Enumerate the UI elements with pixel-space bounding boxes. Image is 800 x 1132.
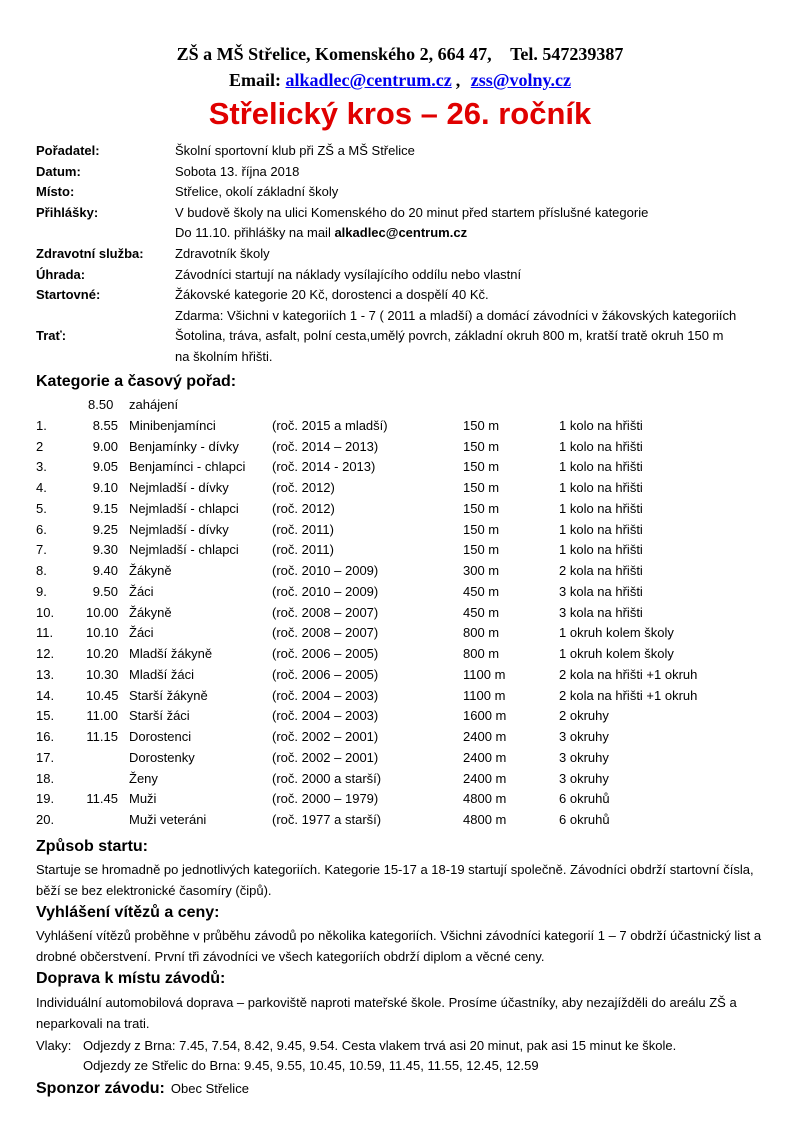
schedule-num: 9.: [36, 583, 47, 599]
schedule-distance: 300 m: [463, 563, 500, 578]
page-title: Střelický kros – 26. ročník: [208, 96, 592, 131]
schedule-note: 6 okruhů: [559, 791, 610, 807]
info-value: Šotolina, tráva, asfalt, polní cesta,umělý povrch, základní okruh 800 m, kratší tratě okruh 150 m: [175, 328, 724, 344]
schedule-row: [36, 522, 756, 543]
schedule-category: Muži veteráni: [129, 812, 207, 827]
schedule-time: 11.00: [86, 708, 118, 724]
schedule-year: (roč. 2011): [272, 542, 334, 558]
schedule-category: Nejmladší - dívky: [129, 521, 229, 537]
schedule-year: (roč. 2012): [272, 500, 335, 516]
schedule-category: Minibenjamínci: [129, 417, 216, 433]
info-label: Datum:: [36, 163, 81, 179]
schedule-time: 9.25: [92, 521, 118, 537]
schedule-distance: 150 m: [463, 521, 500, 537]
schedule-category: Benjamínci - chlapci: [129, 459, 246, 475]
schedule-category: Dorostenci: [129, 729, 192, 744]
email-link-alkadlec[interactable]: alkadlec@centrum.cz: [285, 70, 452, 90]
info-row-prihlasky-mail: [36, 225, 776, 246]
schedule-category: Ženy: [129, 770, 158, 786]
schedule-category: Nejmladší - chlapci: [129, 542, 239, 558]
schedule-row: [36, 480, 756, 501]
schedule-table: [36, 397, 756, 833]
info-value: [175, 225, 467, 240]
schedule-num: 16.: [36, 729, 55, 744]
start-method-text: Startuje se hromadně po jednotlivých kategoriích. Kategorie 15-17 a 18-19 startují společně. Závodníci obdrží startovní čísla, běží se bez elektronické časomíry (čipů).: [36, 862, 754, 898]
schedule-row: [36, 667, 756, 688]
schedule-time: 10.30: [86, 666, 119, 682]
schedule-num: 13.: [36, 666, 55, 682]
schedule-note: 1 kolo na hřišti: [559, 417, 643, 433]
schedule-distance: 150 m: [463, 480, 500, 495]
schedule-distance: 150 m: [463, 542, 500, 558]
trains-from-strelice: Odjezdy ze Střelic do Brna: 9.45, 9.55, 10.45, 10.59, 11.45, 11.55, 12.45, 12.59: [83, 1058, 539, 1073]
schedule-year: (roč. 2002 – 2001): [272, 729, 379, 744]
info-row-datum: [36, 164, 776, 185]
info-value: na školním hřišti.: [175, 348, 273, 364]
schedule-category: Žáci: [129, 625, 154, 641]
schedule-heading: Kategorie a časový pořad:: [36, 373, 237, 390]
schedule-category: Mladší žákyně: [129, 646, 213, 661]
schedule-year: (roč. 2006 – 2005): [272, 666, 379, 682]
schedule-time: 9.10: [92, 480, 118, 495]
info-label: Startovné:: [36, 287, 101, 303]
transport-heading: Doprava k místu závodů:: [36, 970, 226, 987]
schedule-time: 9.00: [92, 438, 118, 454]
schedule-row: [36, 459, 756, 480]
schedule-category: Mladší žáci: [129, 666, 195, 682]
schedule-category: Muži: [129, 791, 157, 807]
schedule-time: 10.45: [86, 687, 119, 703]
schedule-time: 10.20: [86, 646, 119, 661]
schedule-distance: 1100 m: [463, 666, 506, 682]
schedule-year: (roč. 2006 – 2005): [272, 646, 379, 661]
schedule-row: [36, 791, 756, 812]
schedule-year: (roč. 2010 – 2009): [272, 563, 379, 578]
schedule-num: 20.: [36, 812, 55, 827]
schedule-num: 1.: [36, 417, 47, 433]
schedule-time: 8.55: [92, 417, 118, 433]
schedule-year: (roč. 2004 – 2003): [272, 708, 379, 724]
school-phone: Tel. 547239387: [510, 44, 624, 64]
schedule-num: 8.: [36, 563, 47, 578]
start-time: 8.50: [88, 397, 114, 412]
schedule-note: 2 kola na hřišti +1 okruh: [559, 687, 698, 703]
schedule-distance: 150 m: [463, 500, 500, 516]
schedule-row: [36, 542, 756, 563]
schedule-note: 1 kolo na hřišti: [559, 459, 643, 475]
schedule-note: 1 kolo na hřišti: [559, 521, 643, 537]
schedule-row: [36, 750, 756, 771]
schedule-note: 1 okruh kolem školy: [559, 646, 674, 661]
school-name: ZŠ a MŠ Střelice, Komenského 2, 664 47,: [176, 44, 492, 64]
info-value: V budově školy na ulici Komenského do 20 minut před startem příslušné kategorie: [175, 204, 649, 220]
info-label: Trať:: [36, 328, 67, 344]
schedule-row: [36, 812, 756, 833]
schedule-row: [36, 563, 756, 584]
schedule-time: 10.00: [86, 604, 119, 620]
schedule-num: 18.: [36, 770, 55, 786]
schedule-row: [36, 771, 756, 792]
schedule-time: 11.15: [86, 729, 118, 744]
info-row-trat-cont: [36, 349, 776, 370]
schedule-num: 2: [36, 438, 44, 454]
schedule-distance: 2400 m: [463, 749, 507, 765]
schedule-category: Dorostenky: [129, 749, 195, 765]
school-address-line: [0, 44, 800, 65]
info-label: Úhrada:: [36, 266, 86, 282]
schedule-num: 4.: [36, 480, 47, 495]
schedule-year: (roč. 2012): [272, 480, 335, 495]
schedule-num: 12.: [36, 646, 55, 661]
info-value: Zdarma: Všichni v kategoriích 1 - 7 ( 2011 a mladší) a domácí závodníci v žákovských kategoriích: [175, 307, 737, 323]
schedule-row: [36, 708, 756, 729]
schedule-note: 2 kola na hřišti +1 okruh: [559, 666, 698, 682]
schedule-time: 9.15: [92, 500, 118, 516]
schedule-note: 2 kola na hřišti: [559, 563, 643, 578]
schedule-note: 3 okruhy: [559, 770, 609, 786]
info-value: Střelice, okolí základní školy: [175, 184, 339, 200]
schedule-time: 10.10: [86, 625, 119, 641]
schedule-distance: 2400 m: [463, 770, 507, 786]
info-row-trat: [36, 328, 776, 349]
schedule-category: Nejmladší - chlapci: [129, 500, 239, 516]
schedule-note: 3 okruhy: [559, 749, 609, 765]
info-row-uhrada: [36, 267, 776, 288]
schedule-time: 9.30: [92, 542, 118, 558]
info-row-poradatel: [36, 143, 776, 164]
schedule-row: [36, 646, 756, 667]
email-separator: ,: [455, 70, 461, 90]
info-value: Žákovské kategorie 20 Kč, dorostenci a dospělí 40 Kč.: [175, 287, 489, 303]
schedule-start-row: [36, 397, 756, 418]
email-link-zss[interactable]: zss@volny.cz: [470, 70, 571, 90]
schedule-num: 17.: [36, 749, 55, 765]
info-value: Sobota 13. října 2018: [175, 163, 300, 179]
schedule-row: [36, 729, 756, 750]
trains-from-brno: Odjezdy z Brna: 7.45, 7.54, 8.42, 9.45, 9.54. Cesta vlakem trvá asi 20 minut, pak asi 15 minut ke škole.: [83, 1038, 677, 1053]
info-row-zdravotni: [36, 246, 776, 267]
schedule-distance: 450 m: [463, 583, 500, 599]
event-info: [36, 143, 776, 370]
schedule-category: Žáci: [129, 583, 154, 599]
schedule-time: 11.45: [86, 791, 118, 807]
schedule-num: 10.: [36, 604, 55, 620]
schedule-num: 6.: [36, 521, 47, 537]
schedule-year: (roč. 2008 – 2007): [272, 604, 379, 620]
schedule-num: 19.: [36, 791, 55, 807]
schedule-note: 1 okruh kolem školy: [559, 625, 674, 641]
schedule-category: Starší žákyně: [129, 687, 208, 703]
schedule-num: 3.: [36, 459, 47, 475]
start-method-heading: Způsob startu:: [36, 838, 148, 855]
email-line: [0, 70, 800, 91]
schedule-category: Žákyně: [129, 604, 172, 620]
schedule-num: 7.: [36, 542, 47, 558]
schedule-category: Starší žáci: [129, 708, 190, 724]
schedule-note: 3 kola na hřišti: [559, 583, 643, 599]
email-label: Email:: [229, 70, 282, 90]
trains-label: Vlaky:: [36, 1038, 72, 1053]
schedule-row: [36, 584, 756, 605]
schedule-note: 1 kolo na hřišti: [559, 542, 643, 558]
awards-heading: Vyhlášení vítězů a ceny:: [36, 904, 220, 921]
schedule-row: [36, 688, 756, 709]
schedule-category: Žákyně: [129, 563, 172, 578]
info-row-startovne: [36, 287, 776, 308]
schedule-row: [36, 605, 756, 626]
schedule-year: (roč. 2014 – 2013): [272, 438, 379, 454]
info-label: Místo:: [36, 184, 75, 200]
schedule-note: 3 kola na hřišti: [559, 604, 643, 620]
schedule-num: 11.: [36, 625, 54, 641]
info-value-email: alkadlec@centrum.cz: [334, 225, 468, 241]
info-value: Zdravotník školy: [175, 245, 270, 261]
info-value: Školní sportovní klub při ZŠ a MŠ Střelice: [175, 143, 415, 158]
schedule-distance: 4800 m: [463, 791, 507, 807]
schedule-note: 1 kolo na hřišti: [559, 500, 643, 516]
schedule-row: [36, 439, 756, 460]
info-row-zdarma: [36, 308, 776, 329]
sponsor-heading: [36, 1080, 249, 1098]
schedule-distance: 800 m: [463, 625, 500, 641]
info-row-prihlasky: [36, 205, 776, 226]
info-row-misto: [36, 184, 776, 205]
schedule-row: [36, 625, 756, 646]
schedule-num: 15.: [36, 708, 55, 724]
schedule-year: (roč. 2010 – 2009): [272, 583, 379, 599]
schedule-year: (roč. 2000 a starší): [272, 770, 382, 786]
schedule-distance: 1600 m: [463, 708, 507, 724]
awards-text: Vyhlášení vítězů proběhne v průběhu závodů po několika kategoriích. Všichni závodníci kategorií 1 – 7 obdrží účastnický list a drobné občerstvení. První tři závodníci ve všech kategoriích obdrží diplom a věcné ceny.: [36, 928, 762, 964]
schedule-distance: 150 m: [463, 438, 500, 454]
schedule-note: 3 okruhy: [559, 729, 609, 744]
schedule-row: [36, 501, 756, 522]
sponsor-value: Obec Střelice: [170, 1081, 249, 1096]
schedule-time: 9.40: [92, 563, 118, 578]
schedule-time: 9.50: [92, 583, 118, 599]
schedule-distance: 2400 m: [463, 729, 507, 744]
schedule-num: 5.: [36, 500, 47, 516]
info-label: Pořadatel:: [36, 143, 100, 158]
schedule-note: 2 okruhy: [559, 708, 609, 724]
schedule-distance: 450 m: [463, 604, 500, 620]
schedule-category: Benjamínky - dívky: [129, 438, 239, 454]
info-value: Závodníci startují na náklady vysílajícího oddílu nebo vlastní: [175, 266, 522, 282]
schedule-year: (roč. 2002 – 2001): [272, 749, 379, 765]
info-value-text: Do 11.10. přihlášky na mail: [175, 225, 335, 241]
sponsor-heading-text: Sponzor závodu:: [36, 1080, 165, 1097]
trains-line-1: [36, 1038, 676, 1053]
schedule-year: (roč. 2014 - 2013): [272, 459, 376, 475]
schedule-distance: 150 m: [463, 417, 500, 433]
schedule-category: Nejmladší - dívky: [129, 480, 229, 495]
schedule-row: [36, 418, 756, 439]
info-label: Zdravotní služba:: [36, 245, 144, 261]
schedule-distance: 150 m: [463, 459, 500, 475]
start-label: zahájení: [129, 397, 179, 412]
schedule-year: (roč. 2011): [272, 521, 334, 537]
schedule-year: (roč. 2008 – 2007): [272, 625, 379, 641]
schedule-note: 1 kolo na hřišti: [559, 438, 643, 454]
schedule-time: 9.05: [92, 459, 118, 475]
schedule-note: 6 okruhů: [559, 812, 610, 827]
transport-text: Individuální automobilová doprava – parkoviště naproti mateřské škole. Prosíme účastníky, aby nezajížděli do areálu ZŠ a neparkovali na trati.: [36, 995, 737, 1031]
schedule-year: (roč. 2015 a mladší): [272, 417, 388, 433]
schedule-distance: 1100 m: [463, 687, 506, 703]
schedule-year: (roč. 1977 a starší): [272, 812, 382, 827]
schedule-num: 14.: [36, 687, 55, 703]
schedule-distance: 4800 m: [463, 812, 507, 827]
schedule-year: (roč. 2000 – 1979): [272, 791, 379, 807]
schedule-distance: 800 m: [463, 646, 500, 661]
schedule-year: (roč. 2004 – 2003): [272, 687, 379, 703]
schedule-note: 1 kolo na hřišti: [559, 480, 643, 495]
info-label: Přihlášky:: [36, 204, 99, 220]
